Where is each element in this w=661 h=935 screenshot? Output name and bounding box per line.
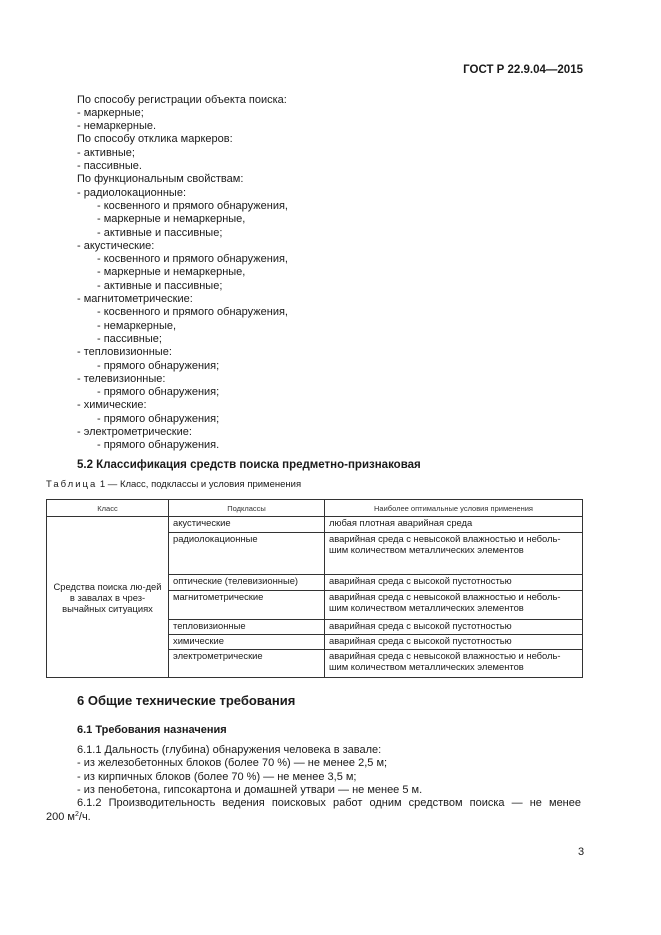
section-6-1-title: 6.1 Требования назначения [77, 724, 227, 736]
header-class: Класс [47, 500, 169, 517]
list-item: - магнитометрические: [77, 293, 193, 305]
list-subitem: - косвенного и прямого обнаружения, [97, 199, 288, 212]
list-item: - тепловизионные: [77, 346, 172, 359]
document-header-id: ГОСТ Р 22.9.04—2015 [463, 64, 583, 76]
list-item: - электрометрические: [77, 426, 192, 438]
list-subitem: - прямого обнаружения. [97, 439, 220, 452]
table-row [47, 517, 583, 533]
list-subitem: - прямого обнаружения; [97, 412, 220, 425]
list-subitem: - маркерные и немаркерные, [97, 266, 246, 279]
list-subitem: - активные и пассивные; [97, 226, 223, 239]
condition-cell: аварийная среда с высокой пустотностью [325, 635, 583, 650]
productivity-exponent: 2 [74, 811, 79, 818]
list-subitem: - прямого обнаружения; [97, 359, 220, 372]
header-subclasses: Подклассы [169, 500, 325, 517]
subclass-cell: оптические (телевизионные) [169, 575, 325, 591]
table-1-caption [46, 479, 301, 490]
subclass-cell: акустические [169, 517, 325, 533]
list-subitem: - маркерные и немаркерные, [97, 213, 246, 226]
list-item: - активные; [77, 146, 135, 159]
section-6-title: 6 Общие технические требования [77, 693, 296, 708]
condition-cell: аварийная среда с невысокой влажностью и неболь-шим количеством металлических элементов [325, 650, 583, 678]
class-cell: Средства поиска лю-дей в завалах в чрез-вычайных ситуациях [47, 517, 169, 678]
condition-cell: аварийная среда с высокой пустотностью [325, 575, 583, 591]
productivity-value: 200 м [46, 811, 75, 823]
list-item: - радиолокационные: [77, 186, 187, 199]
list-group-heading: По функциональным свойствам: [77, 173, 244, 186]
clause-6-1-1-intro: 6.1.1 Дальность (глубина) обнаружения человека в завале: [77, 744, 382, 756]
list-subitem: - косвенного и прямого обнаружения, [97, 253, 288, 266]
clause-6-1-2-line2 [46, 811, 91, 824]
page-number: 3 [578, 846, 585, 858]
list-subitem: - косвенного и прямого обнаружения, [97, 306, 288, 319]
list-item: - пассивные. [77, 160, 142, 172]
table-caption-text: 1 — Класс, подклассы и условия применения [97, 479, 302, 490]
subclass-cell: электрометрические [169, 650, 325, 678]
list-item: - маркерные; [77, 106, 144, 119]
list-subitem: - немаркерные, [97, 319, 177, 332]
list-subitem: - пассивные; [97, 332, 162, 345]
list-group-heading: По способу регистрации объекта поиска: [77, 93, 287, 106]
subclass-cell: тепловизионные [169, 620, 325, 635]
productivity-unit: /ч. [78, 811, 91, 823]
clause-item: - из кирпичных блоков (более 70 %) — не менее 3,5 м; [77, 771, 357, 783]
table-header-row [47, 500, 583, 517]
list-item: - телевизионные: [77, 372, 166, 385]
condition-cell: любая плотная аварийная среда [325, 517, 583, 533]
list-subitem: - прямого обнаружения; [97, 386, 220, 399]
section-5-2-title: 5.2 Классификация средств поиска предметно-признаковая [77, 459, 421, 471]
list-item: - акустические: [77, 239, 155, 252]
condition-cell: аварийная среда с невысокой влажностью и неболь-шим количеством металлических элементов [325, 533, 583, 575]
header-conditions: Наиболее оптимальные условия применения [325, 500, 583, 517]
table-1 [46, 499, 583, 678]
condition-cell: аварийная среда с высокой пустотностью [325, 620, 583, 635]
list-item: - немаркерные. [77, 120, 157, 133]
clause-item: - из пенобетона, гипсокартона и домашней утвари — не менее 5 м. [77, 784, 423, 796]
list-item: - химические: [77, 399, 147, 412]
list-subitem: - активные и пассивные; [97, 279, 223, 292]
condition-cell: аварийная среда с невысокой влажностью и неболь-шим количеством металлических элементов [325, 591, 583, 620]
table-caption-label: Таблица [46, 479, 98, 490]
subclass-cell: химические [169, 635, 325, 650]
list-group-heading: По способу отклика маркеров: [77, 133, 233, 146]
clause-item: - из железобетонных блоков (более 70 %) — не менее 2,5 м; [77, 757, 388, 769]
clause-6-1-2-line1: 6.1.2 Производительность ведения поисковых работ одним средством поиска — не менее [77, 797, 581, 809]
subclass-cell: радиолокационные [169, 533, 325, 575]
subclass-cell: магнитометрические [169, 591, 325, 620]
